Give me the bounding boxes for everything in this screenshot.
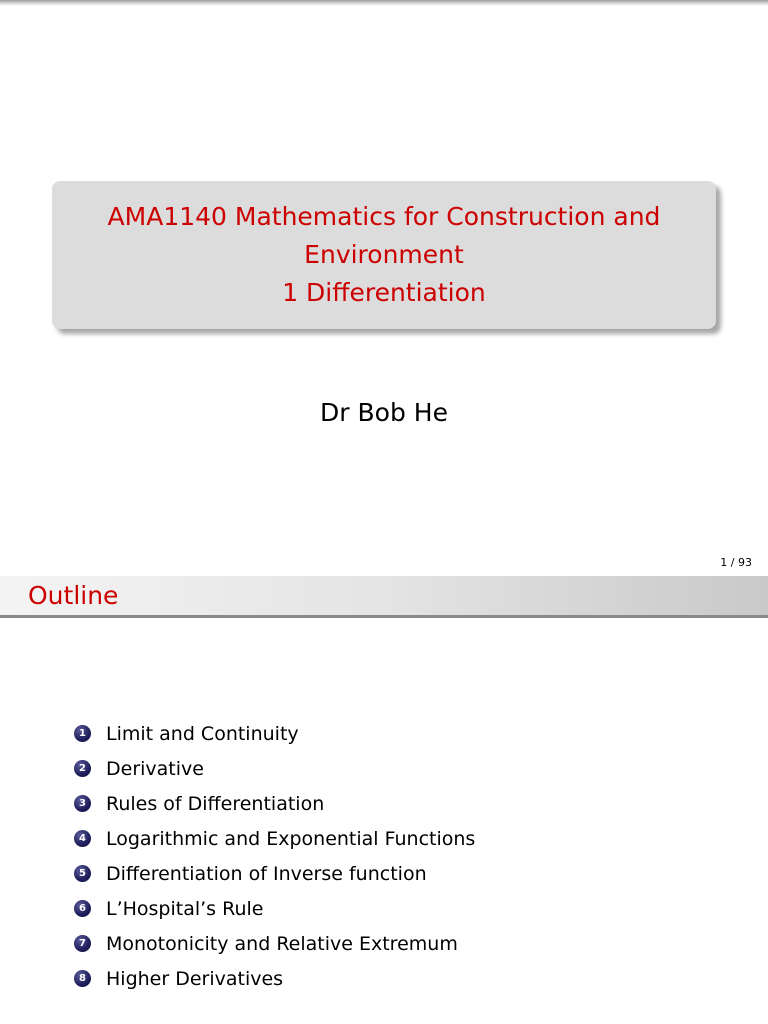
title-line-2: Environment bbox=[304, 240, 464, 269]
author-name: Dr Bob He bbox=[320, 398, 448, 427]
numbered-ball-icon: 7 bbox=[74, 935, 91, 952]
outline-item-label: Rules of Differentiation bbox=[106, 792, 325, 815]
outline-item-label: Derivative bbox=[106, 757, 204, 780]
outline-item-monotonicity[interactable] bbox=[74, 926, 475, 961]
numbered-ball-icon: 4 bbox=[74, 830, 91, 847]
title-block bbox=[52, 181, 716, 329]
numbered-ball-icon: 8 bbox=[74, 970, 91, 987]
outline-item-limit-continuity[interactable] bbox=[74, 716, 475, 751]
outline-item-derivative[interactable] bbox=[74, 751, 475, 786]
numbered-ball-icon: 5 bbox=[74, 865, 91, 882]
outline-list bbox=[74, 716, 475, 996]
numbered-ball-icon: 2 bbox=[74, 760, 91, 777]
outline-item-inverse-function[interactable] bbox=[74, 856, 475, 891]
outline-item-rules-of-differentiation[interactable] bbox=[74, 786, 475, 821]
frame-title: Outline bbox=[28, 581, 119, 610]
outline-item-label: L’Hospital’s Rule bbox=[106, 897, 264, 920]
outline-item-label: Higher Derivatives bbox=[106, 967, 284, 990]
outline-item-log-exp-functions[interactable] bbox=[74, 821, 475, 856]
outline-item-higher-derivatives[interactable] bbox=[74, 961, 475, 996]
outline-slide bbox=[0, 576, 768, 1024]
numbered-ball-icon: 1 bbox=[74, 725, 91, 742]
title-line-1: AMA1140 Mathematics for Construction and bbox=[107, 202, 661, 231]
outline-item-label: Limit and Continuity bbox=[106, 722, 299, 745]
outline-item-label: Monotonicity and Relative Extremum bbox=[106, 932, 458, 955]
numbered-ball-icon: 6 bbox=[74, 900, 91, 917]
outline-item-label: Logarithmic and Exponential Functions bbox=[106, 827, 476, 850]
page-number: 1 / 93 bbox=[720, 556, 752, 569]
title-line-3: 1 Differentiation bbox=[282, 278, 486, 307]
numbered-ball-icon: 3 bbox=[74, 795, 91, 812]
frame-title-bar bbox=[0, 576, 768, 618]
outline-item-lhospital[interactable] bbox=[74, 891, 475, 926]
outline-item-label: Differentiation of Inverse function bbox=[106, 862, 427, 885]
